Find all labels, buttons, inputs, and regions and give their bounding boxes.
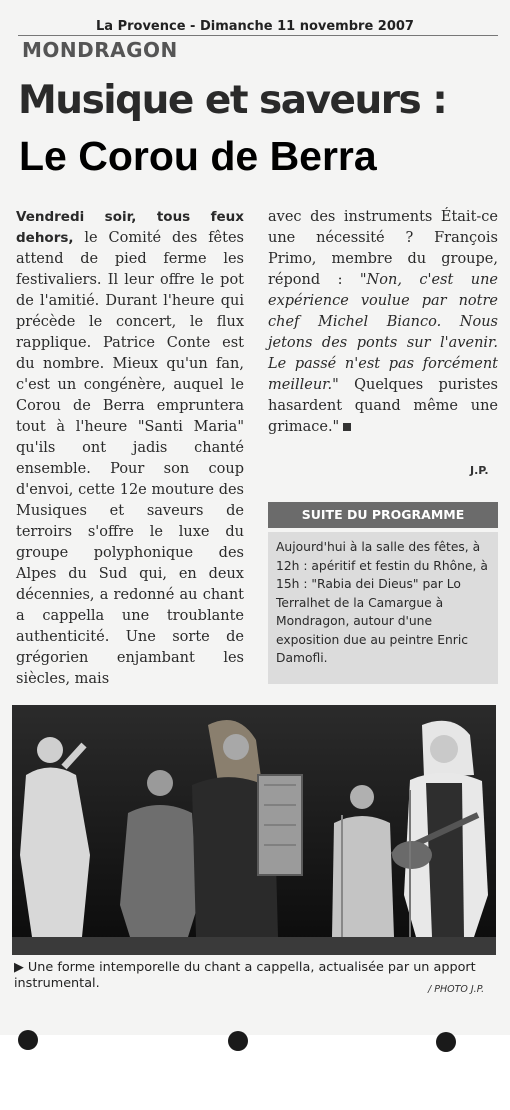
program-box <box>268 502 498 688</box>
article-right-text-2: Quelques puristes hasardent quand même une grimace." <box>268 377 498 435</box>
binder-hole-icon <box>18 1030 38 1050</box>
end-mark-icon <box>343 423 351 431</box>
photo-credit: / PHOTO J.P. <box>428 984 485 995</box>
newspaper-header: La Provence - Dimanche 11 novembre 2007 <box>96 19 414 34</box>
article-left-text: le Comité des fêtes attend de pied ferme les festivaliers. Il leur offre le pot de l'amitié. Durant l'heure qui précède le concert, le flux rapplique. Patrice Conte est du nombre. Mieux qu'un fan, c'est un congénère, auquel le Corou de Berra empruntera tout à l'heure "Santi Maria" qu'ils ont jadis chanté ensemble. Pour son coup d'envoi, cette 12e mouture des Musiques et saveurs de terroirs s'offre le luxe du groupe polyphonique des Alpes du Sud qui, en deux décennies, a redonné au chant a cappella une troublante authenticité. Une sorte de grégorien enjambant les siècles, mais <box>16 230 244 687</box>
photo-caption: ▶ Une forme intemporelle du chant a cappella, actualisée par un apport instrumental. <box>14 960 476 991</box>
program-box-body: Aujourd'hui à la salle des fêtes, à 12h : apéritif et festin du Rhône, à 15h : "Rabia dei Dieus" par Lo Terralhet de la Camargue à Mondragon, autour d'une exposition due au peintre Enric Damofli. <box>268 532 498 684</box>
binder-hole-icon <box>436 1032 456 1052</box>
article-lead: Vendredi soir, tous feux dehors, <box>16 209 244 246</box>
article-right-text-1: avec des instruments Était-ce une nécessité ? François Primo, membre du groupe, répond : <box>268 209 498 288</box>
headline-line-2: Le Corou de Berra <box>19 133 377 179</box>
binder-hole-icon <box>228 1031 248 1051</box>
article-quote: "Non, c'est une expérience voulue par notre chef Michel Bianco. Nous jetons des ponts sur l'avenir. Le passé n'est pas forcément meilleur." <box>268 272 498 393</box>
article-column-left <box>16 207 244 690</box>
article-column-right <box>268 207 498 438</box>
section-kicker: MONDRAGON <box>22 38 178 62</box>
headline-line-1: Musique et saveurs : <box>18 78 447 123</box>
concert-photo-illustration <box>12 705 496 955</box>
header-rule <box>18 35 498 36</box>
concert-photo <box>12 705 496 955</box>
program-box-heading: SUITE DU PROGRAMME <box>268 502 498 528</box>
article-byline: J.P. <box>470 464 489 477</box>
